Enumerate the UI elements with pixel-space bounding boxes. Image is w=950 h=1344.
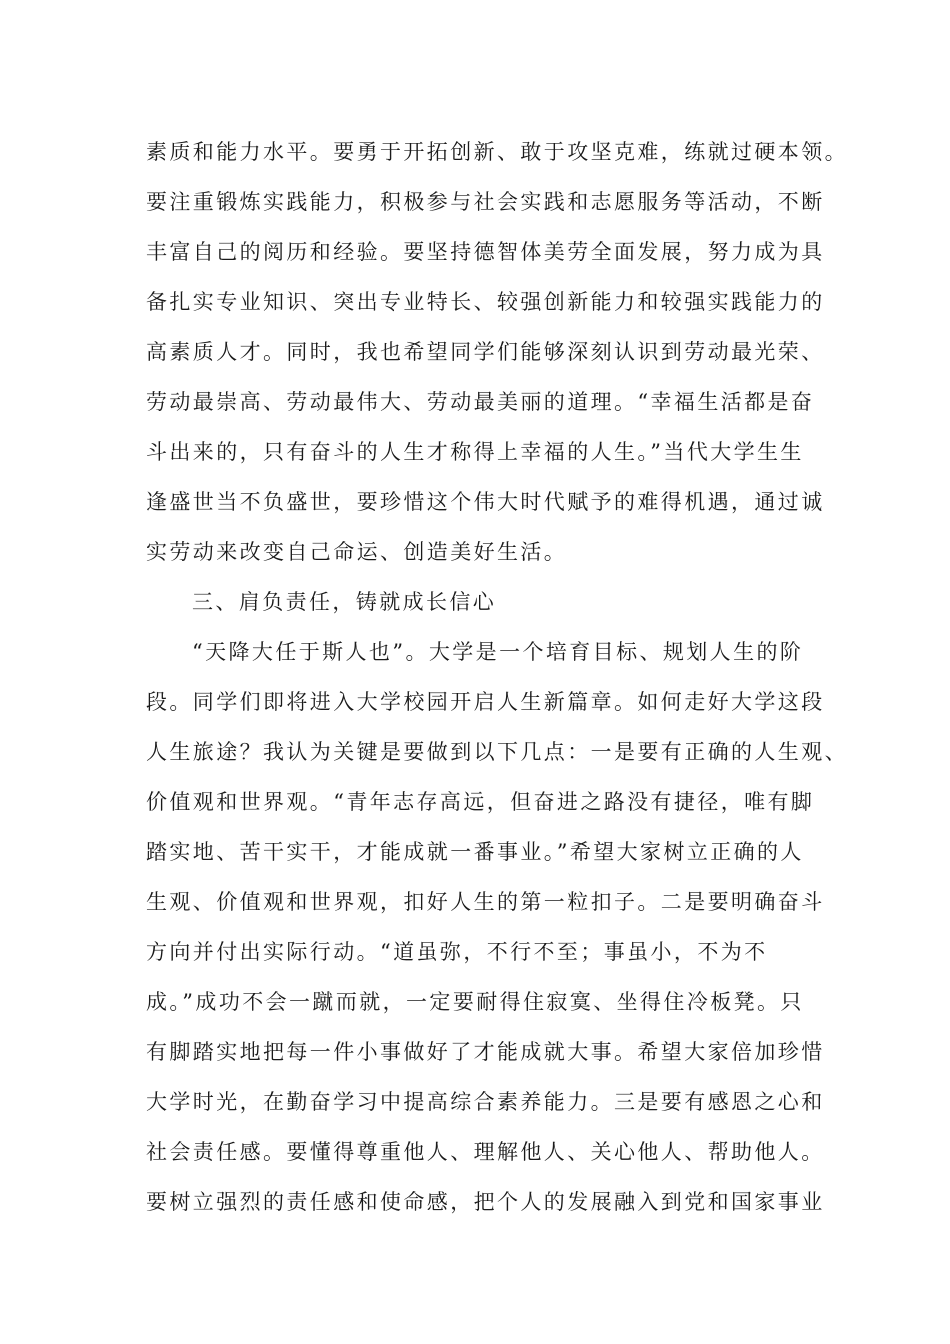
text-line: 成。”成功不会一蹴而就，一定要耐得住寂寞、坐得住冷板凳。只 [146, 990, 804, 1014]
text-line: 有脚踏实地把每一件小事做好了才能成就大事。希望大家倍加珍惜 [146, 1040, 825, 1064]
text-line: 段。同学们即将进入大学校园开启人生新篇章。如何走好大学这段 [146, 690, 825, 714]
text-line: 逢盛世当不负盛世，要珍惜这个伟大时代赋予的难得机遇，通过诚 [146, 490, 825, 514]
text-line: 劳动最崇高、劳动最伟大、劳动最美丽的道理。“幸福生活都是奋 [146, 390, 815, 414]
text-line: 丰富自己的阅历和经验。要坚持德智体美劳全面发展，努力成为具 [146, 240, 825, 264]
text-line: 要注重锻炼实践能力，积极参与社会实践和志愿服务等活动，不断 [146, 190, 825, 214]
text-line: 备扎实专业知识、突出专业特长、较强创新能力和较强实践能力的 [146, 290, 825, 314]
text-line: 价值观和世界观。“青年志存高远，但奋进之路没有捷径，唯有脚 [146, 790, 815, 814]
text-line: 方向并付出实际行动。“道虽弥，不行不至；事虽小，不为不 [146, 940, 768, 964]
text-line: 斗出来的，只有奋斗的人生才称得上幸福的人生。”当代大学生生 [146, 440, 804, 464]
text-line: 社会责任感。要懂得尊重他人、理解他人、关心他人、帮助他人。 [146, 1140, 825, 1164]
text-line: 素质和能力水平。要勇于开拓创新、敢于攻坚克难，练就过硬本领。 [146, 140, 848, 164]
text-line: 实劳动来改变自己命运、创造美好生活。 [146, 540, 568, 564]
text-line: 生观、价值观和世界观，扣好人生的第一粒扣子。二是要明确奋斗 [146, 890, 825, 914]
text-line: 踏实地、苦干实干，才能成就一番事业。”希望大家树立正确的人 [146, 840, 804, 864]
paragraph-first-line: “天降大任于斯人也”。大学是一个培育目标、规划人生的阶 [192, 640, 804, 664]
text-line: 人生旅途？我认为关键是要做到以下几点：一是要有正确的人生观、 [146, 740, 848, 764]
section-heading: 三、肩负责任，铸就成长信心 [192, 590, 497, 614]
text-line: 高素质人才。同时，我也希望同学们能够深刻认识到劳动最光荣、 [146, 340, 825, 364]
text-line: 大学时光，在勤奋学习中提高综合素养能力。三是要有感恩之心和 [146, 1090, 825, 1114]
text-line: 要树立强烈的责任感和使命感，把个人的发展融入到党和国家事业 [146, 1190, 825, 1214]
